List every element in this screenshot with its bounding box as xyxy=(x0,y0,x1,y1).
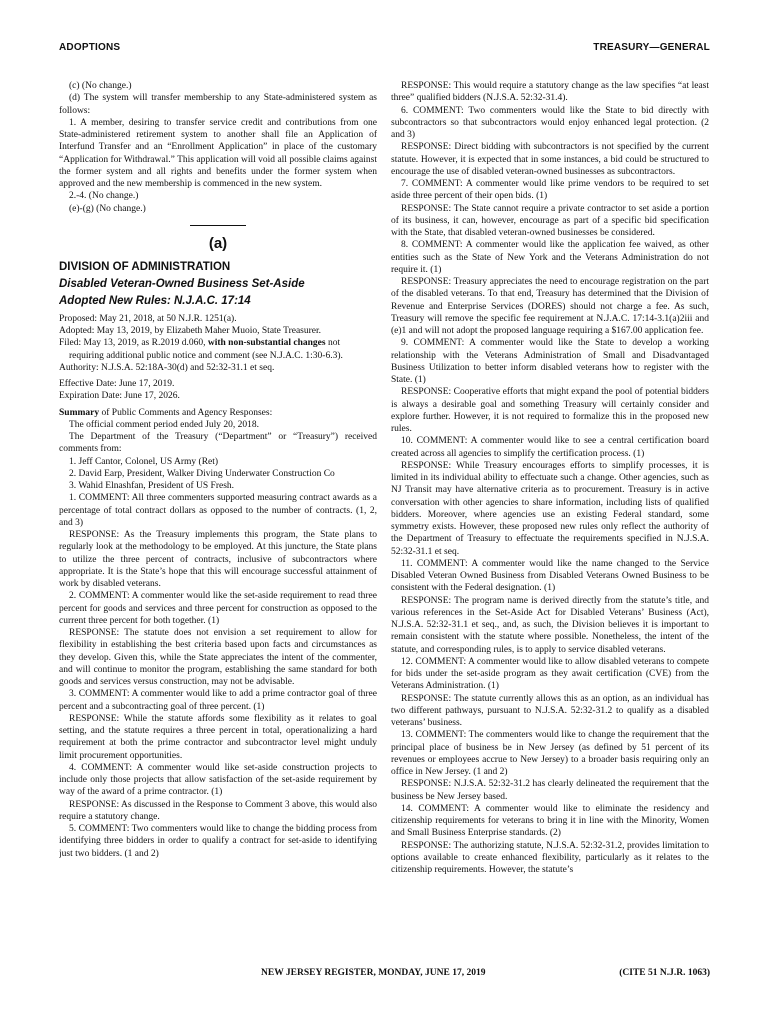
response: RESPONSE: The State cannot require a private contractor to set aside a portion of its business, it can, however, encourage as part of a specific bid specification with the State, that disabled veteran-owned businesses be considered. xyxy=(391,203,709,238)
response: RESPONSE: While the statute affords some flexibility as it relates to goal setting, and the statute requires a three percent in total, operationalizing a hard requirement at both the prime contractor and subcontractor level might unduly limit procurement opportunities. xyxy=(59,713,377,761)
response: RESPONSE: This would require a statutory change as the law specifies “at least three” qualified bidders (N.J.S.A. 52:32-31.4). xyxy=(391,81,709,104)
filed-line: Filed: May 13, 2019, as R.2019 d.060, with non-substantial changes not requiring additional public notice and comment (see N.J.A.C. 1:30-6.3). xyxy=(59,338,343,361)
comment: 13. COMMENT: The commenters would like to change the requirement that the principal place of business be in New Jersey (as defined by 51 percent of its revenues or employees accrue to New Jersey) to a broader basis requiring only an office in New Jersey. (1 and 2) xyxy=(391,730,709,777)
section-label: ADOPTIONS xyxy=(59,42,121,53)
response: RESPONSE: As the Treasury implements this program, the State plans to regularly look at the methodology to be employed. At this juncture, the State plans to utilize the three percent of contracts, inclusive of subcontractors where appropriate. It is the State’s hope that this will encourage successful attainment of work by disabled veterans. xyxy=(59,530,377,589)
paragraph: The official comment period ended July 20, 2018. xyxy=(69,419,260,430)
comment: 8. COMMENT: A commenter would like the application fee waived, as other entities such as the State of New York and the Veterans Administration do not require it. (1) xyxy=(391,240,709,275)
section-divider xyxy=(190,225,246,226)
rule-title: Disabled Veteran-Owned Business Set-Aside xyxy=(59,277,305,290)
authority-line: Authority: N.J.S.A. 52:18A-30(d) and 52:32-31.1 et seq. xyxy=(59,362,275,373)
proposed-line: Proposed: May 21, 2018, at 50 N.J.R. 1251(a). xyxy=(59,313,237,324)
left-column xyxy=(59,80,377,942)
comment: 9. COMMENT: A commenter would like the State to develop a working relationship with the Veterans Administration of Small and Disadvantaged Business Utilization to better inform disabled veterans how to register with the State. (1) xyxy=(391,338,709,385)
response: RESPONSE: The statute currently allows this as an option, as an individual has two different pathways, pursuant to N.J.S.A. 52:32-31.2 to qualify as a disabled veterans’ business. xyxy=(391,693,709,728)
paragraph: The Department of the Treasury (“Department” or “Treasury”) received comments from: xyxy=(59,432,377,455)
response: RESPONSE: Cooperative efforts that might expand the pool of potential bidders is always a desirable goal and something Treasury will certainly consider and explore further. However, it is not required to formalize this in the proposed new rules. xyxy=(391,387,709,434)
commenter-item: 3. Wahid Elnashfan, President of US Fresh. xyxy=(69,481,235,491)
comment: 2. COMMENT: A commenter would like the set-aside requirement to read three percent for goods and services and three percent for construction as opposed to the current three percent for both together. (1) xyxy=(59,591,377,626)
paragraph: 1. A member, desiring to transfer service credit and contributions from one State-administered retirement system to another shall file an Application of Interfund Transfer and an “Enrollment Application” in place of the customary “Application for Withdrawal.” This application will void all possible claims against the former system and all rights and benefits under the former system when approved and the new membership is commenced in the new system. xyxy=(59,117,377,189)
comment: 12. COMMENT: A commenter would like to allow disabled veterans to compete for bids under the set-aside program as they await certification (CVE) from the Veterans Administration. (1) xyxy=(391,656,709,692)
commenter-item: 2. David Earp, President, Walker Diving Underwater Construction Co xyxy=(69,468,335,479)
paragraph: 2.-4. (No change.) xyxy=(69,191,139,202)
response: RESPONSE: Direct bidding with subcontractors is not specified by the current statute. However, it is expected that in some instances, a bid could be structured to encourage the use of disabled veteran-owned businesses as subcontractors. xyxy=(391,142,709,177)
response: RESPONSE: The program name is derived directly from the statute’s title, and various references in the Set-Aside Act for Disabled Veterans’ Business (Act), N.J.S.A. 52:32-31.1 et seq., and, as such, the Division believes it is important to remain consistent with the statute where possible. Nonetheless, the intent of the statute, and corresponding rules, is to apply to service disabled veterans. xyxy=(391,595,709,655)
paragraph: (c) (No change.) xyxy=(69,81,132,91)
paragraph: (d) The system will transfer membership to any State-administered system as follows: xyxy=(59,93,377,116)
comment: 4. COMMENT: A commenter would like set-aside construction projects to include only those projects that allow satisfaction of the set-aside requirement by way of the award of a prime contractor. (1) xyxy=(59,762,377,798)
summary-heading: Summary of Public Comments and Agency Responses: xyxy=(59,407,273,418)
comment: 5. COMMENT: Two commenters would like to change the bidding process from identifying three bidders in order to qualify a contract for set-aside to identifying just two bidders. (1 and 2) xyxy=(59,824,377,859)
commenter-item: 1. Jeff Cantor, Colonel, US Army (Ret) xyxy=(69,456,219,467)
comment: 14. COMMENT: A commenter would like to eliminate the residency and citizenship requirements for veterans to bring it in line with the Minority, Women and Small Business Enterprise standards. (2) xyxy=(391,803,709,839)
comment: 11. COMMENT: A commenter would like the name changed to the Service Disabled Veteran Owned Business from Disabled Veterans Owned Business to be consistent with the Federal designation. (1) xyxy=(391,558,709,594)
comment: 6. COMMENT: Two commenters would like the State to bid directly with subcontractors so that subcontractors would enjoy enhanced legal protection. (2 and 3) xyxy=(391,105,709,140)
division-heading: DIVISION OF ADMINISTRATION xyxy=(59,260,231,273)
response: RESPONSE: The authorizing statute, N.J.S.A. 52:32-31.2, provides limitation to options available to create enhanced flexibility, particularly as it relates to the citizenship requirements. However, the statute’s xyxy=(391,840,709,875)
response: RESPONSE: As discussed in the Response to Comment 3 above, this would also require a statutory change. xyxy=(59,799,377,822)
adopted-line: Adopted: May 13, 2019, by Elizabeth Maher Muoio, State Treasurer. xyxy=(59,326,322,336)
page-citation: (CITE 51 N.J.R. 1063) xyxy=(619,968,710,978)
right-column xyxy=(391,80,709,942)
expiration-date: Expiration Date: June 17, 2026. xyxy=(59,391,180,402)
comment: 10. COMMENT: A commenter would like to see a central certification board created across all agencies to simplify the certification process. (1) xyxy=(391,436,709,459)
agency-label: TREASURY—GENERAL xyxy=(593,42,710,53)
filed-bold: with non-substantial changes xyxy=(207,338,326,349)
notice-letter: (a) xyxy=(208,234,228,252)
paragraph: (e)-(g) (No change.) xyxy=(69,203,146,214)
response: RESPONSE: While Treasury encourages efforts to simplify processes, it is limited in its individual ability to effectuate such a change. Other agencies, such as NJ Transit may have alternative criteria as to procurement. Treasury is in active conversation with other agencies to share information, including lists of qualified bidders. Moreover, where agencies use an existing Federal standard, some symmetry exists. However, these proposed new rules only reflect the authority of the Department of Treasury to effectuate the requirements specified in N.J.S.A. 52:32-31.1 et seq. xyxy=(391,460,709,557)
response: RESPONSE: N.J.S.A. 52:32-31.2 has clearly delineated the requirement that the business be New Jersey based. xyxy=(391,779,709,802)
rule-citation: Adopted New Rules: N.J.A.C. 17:14 xyxy=(59,294,251,307)
comment: 1. COMMENT: All three commenters supported measuring contract awards as a percentage of total contract dollars as opposed to the number of contracts. (1, 2, and 3) xyxy=(59,493,377,528)
response: RESPONSE: The statute does not envision a set requirement to allow for flexibility in establishing the best criteria based upon facts and circumstances as they develop. Given this, while the State appreciates the intent of the commenter, and will continue to monitor the program, establishing the same standard for both goods and services versus construction, may not be advisable. xyxy=(59,628,377,687)
response: RESPONSE: Treasury appreciates the need to encourage registration on the part of the disabled veterans. To that end, Treasury has determined that the Division of Revenue and Enterprise Services (DORES) should not charge a fee. As such, Treasury will remove the specific fee requirement at N.J.A.C. 17:14-3.1(a)2iii and (e)1 and will not adopt the proposed language requiring a $167.00 application fee. xyxy=(391,277,709,336)
comment: 3. COMMENT: A commenter would like to add a prime contractor goal of three percent and a subcontracting goal of three percent. (1) xyxy=(59,689,377,712)
register-date: NEW JERSEY REGISTER, MONDAY, JUNE 17, 2019 xyxy=(261,968,486,978)
comment: 7. COMMENT: A commenter would like prime vendors to be required to set aside three percent of their open bids. (1) xyxy=(391,179,709,202)
effective-date: Effective Date: June 17, 2019. xyxy=(59,379,175,389)
page-header xyxy=(59,42,710,58)
